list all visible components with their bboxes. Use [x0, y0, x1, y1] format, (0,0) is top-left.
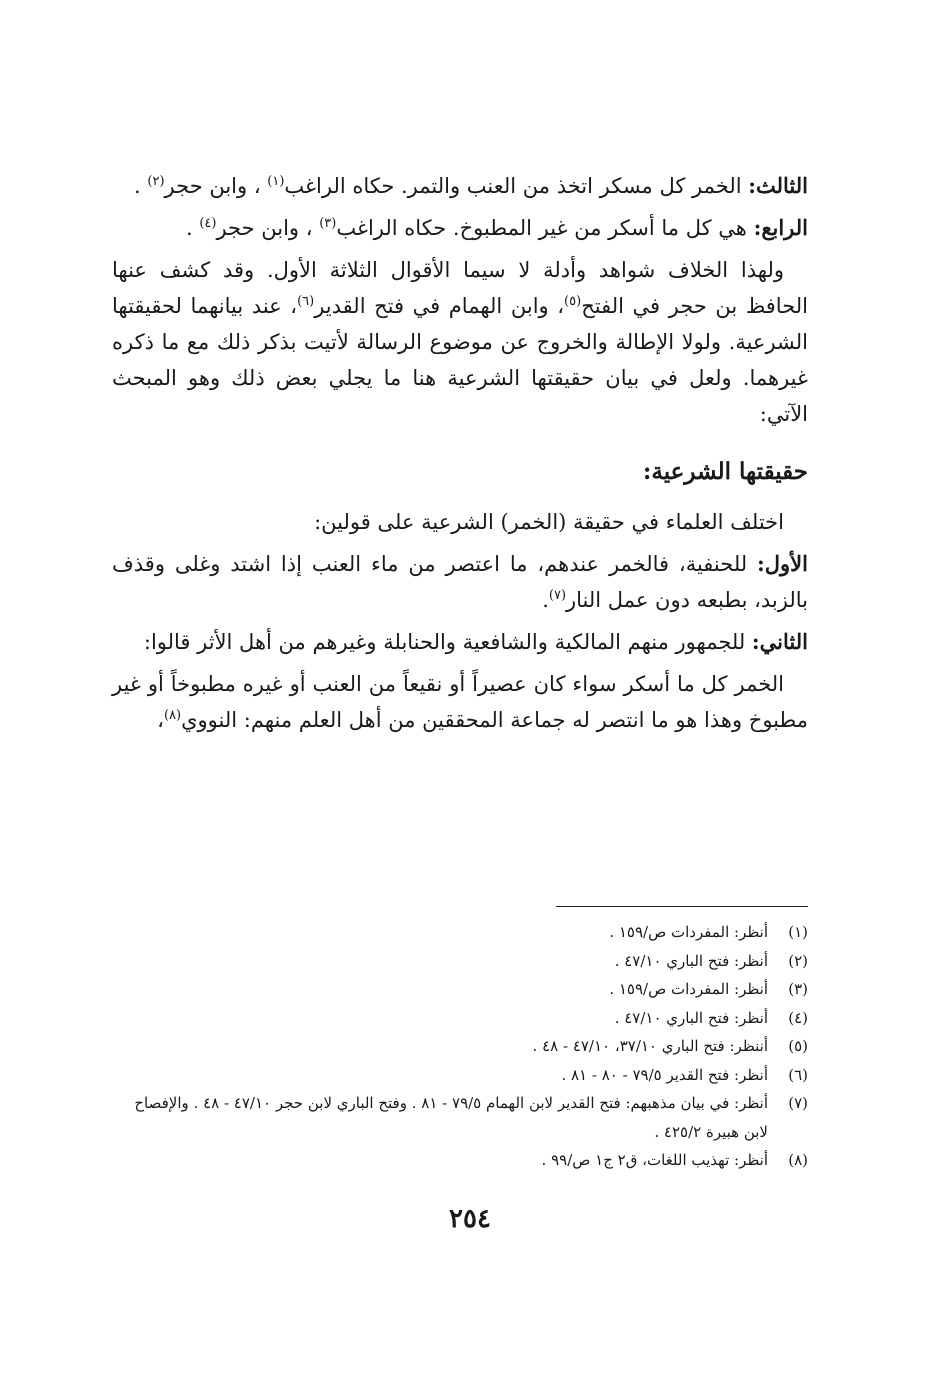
footnote-ref-7: (٧) [548, 588, 567, 603]
text-fourth-mid: ، وابن حجر [216, 216, 320, 240]
footnote-5 [112, 1032, 808, 1061]
footnote-1 [112, 918, 808, 947]
footnote-number: (١) [788, 923, 808, 941]
main-text [112, 168, 808, 738]
text-evidence-2: ، وابن الهمام في فتح القدير [314, 294, 565, 318]
page-number: ٢٥٤ [449, 1204, 491, 1234]
text-third-end: . [134, 174, 148, 198]
text-third: الخمر كل مسكر اتخذ من العنب والتمر. حكاه الراغب [284, 174, 749, 198]
footnote-number: (٥) [788, 1037, 808, 1055]
footnote-text: أنظر: في بيان مذهبهم: فتح القدير لابن الهمام ٧٩/٥ - ٨١ . وفتح الباري لابن حجر ٤٧/١٠ - ٤٨ . والإفصاح لابن هبيرة ٤٢٥/٢ . [134, 1094, 768, 1141]
footnote-number: (٦) [788, 1065, 808, 1084]
paragraph-first-view [112, 546, 808, 618]
footnote-text: أنظر: فتح الباري ٤٧/١٠ . [614, 951, 768, 970]
lead-second: الثاني: [751, 629, 808, 654]
footnote-ref-4: (٤) [199, 216, 217, 231]
text-fourth-end: . [185, 216, 200, 240]
footnote-8 [112, 1146, 808, 1175]
footnote-ref-2: (٢) [147, 174, 165, 189]
footnote-ref-1: (١) [267, 174, 285, 189]
footnote-text: أنظر: المفردات ص/١٥٩ . [609, 923, 768, 941]
paragraph-intro: اختلف العلماء في حقيقة (الخمر) الشرعية على قولين: [314, 510, 784, 534]
section-heading: حقيقتها الشرعية: [642, 458, 808, 485]
paragraph-second-view [112, 624, 808, 660]
footnote-separator [556, 906, 808, 907]
footnote-ref-3: (٣) [319, 216, 337, 231]
footnote-ref-5: (٥) [564, 294, 582, 309]
text-definition-end: ، [157, 708, 164, 732]
footnote-3 [112, 975, 808, 1004]
footnote-number: (٢) [788, 951, 808, 970]
footnote-number: (٣) [788, 980, 808, 998]
text-evidence-3: ، عند بيانهما لحقيقتها الشرعية. ولولا الإطالة والخروج عن موضوع الرسالة لأتيت بذكر ذلك مع ما ذكره غيرهما. ولعل في بيان حقيقتها الشرعية هنا ما يجلي بعض ذلك وهو المبحث الآتي: [112, 294, 808, 426]
footnote-4 [112, 1004, 808, 1033]
paragraph-evidence [112, 252, 808, 432]
footnote-number: (٧) [788, 1094, 808, 1112]
footnote-2 [112, 947, 808, 976]
footnote-7 [112, 1089, 808, 1146]
footnote-text: أننظر: فتح الباري ٣٧/١٠، ٤٧/١٠ - ٤٨ . [532, 1037, 768, 1055]
paragraph-definition [112, 666, 808, 738]
paragraph-fourth-opinion [112, 210, 808, 246]
footnote-text: أنظر: المفردات ص/١٥٩ . [609, 980, 768, 998]
text-fourth: هي كل ما أسكر من غير المطبوخ. حكاه الراغب [336, 216, 754, 240]
lead-fourth: الرابع: [753, 215, 808, 240]
footnote-6 [112, 1061, 808, 1090]
footnote-ref-8: (٨) [163, 708, 182, 723]
footnote-text: أنظر: فتح الباري ٤٧/١٠ . [614, 1008, 768, 1027]
text-evidence-1: ولهذا الخلاف شواهد وأدلة لا سيما الأقوال الثلاثة الأول. وقد كشف عنها الحافظ بن حجر في الفتح [112, 258, 808, 318]
footnote-text: أنظر: تهذيب اللغات، ق٢ ج١ ص/٩٩ . [541, 1151, 768, 1169]
text-third-mid: ، وابن حجر [164, 174, 268, 198]
footnote-text: أنظر: فتح القدير ٧٩/٥ - ٨٠ - ٨١ . [561, 1065, 768, 1084]
text-first: للحنفية، فالخمر عندهم، ما اعتصر من ماء العنب إذا اشتد وغلى وقذف بالزبد، بطبعه دون عمل النار [112, 552, 808, 612]
text-first-end: . [542, 588, 549, 612]
text-definition: الخمر كل ما أسكر سواء كان عصيراً أو نقيعاً من العنب أو غيره مطبوخاً أو غير مطبوخ وهذا هو ما انتصر له جماعة المحققين من أهل العلم منهم: النووي [112, 672, 808, 732]
footnote-ref-6: (٦) [297, 294, 315, 309]
footnote-number: (٨) [788, 1151, 808, 1169]
lead-third: الثالث: [748, 173, 808, 198]
paragraph-third-opinion [112, 168, 808, 204]
footnotes [112, 918, 808, 1175]
footnote-number: (٤) [788, 1008, 808, 1027]
text-second: للجمهور منهم المالكية والشافعية والحنابلة وغيرهم من أهل الأثر قالوا: [143, 630, 752, 654]
lead-first: الأول: [757, 551, 808, 576]
